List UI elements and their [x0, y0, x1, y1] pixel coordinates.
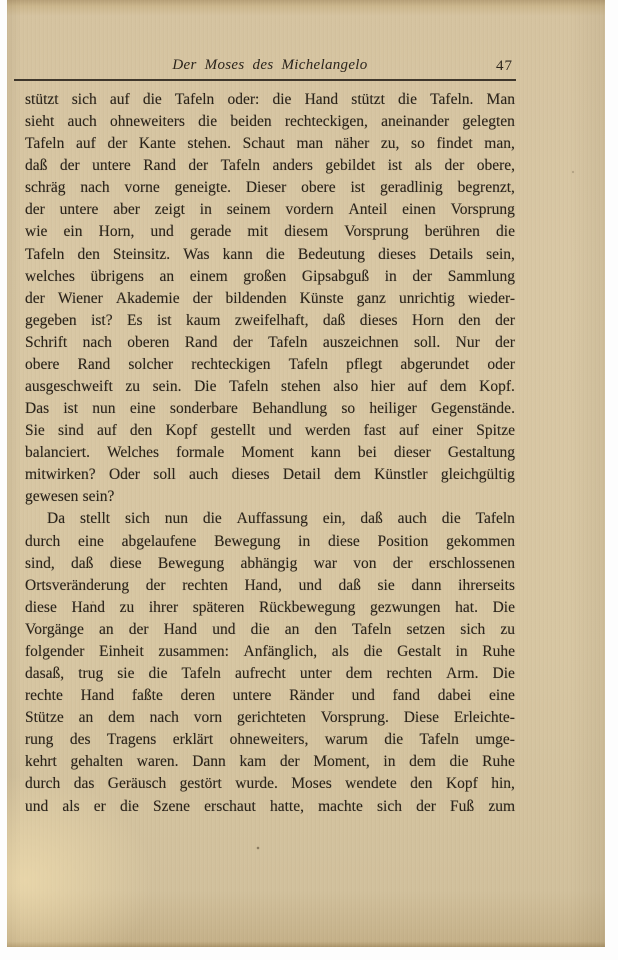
text-line: mitwirken? Oder soll auch dieses Detail dem Künstler gleichgültig: [25, 466, 515, 484]
text-line: Vorgänge an der Hand und die an den Tafeln setzen sich zu: [25, 620, 515, 638]
text-line: balanciert. Welches formale Moment kann bei dieser Gestaltung: [25, 444, 515, 462]
body-text: [25, 91, 515, 820]
text-line: schräg nach vorne geneigte. Dieser obere ist geradlinig begrenzt,: [25, 179, 515, 197]
text-line: Stütze an dem nach vorn gerichteten Vorsprung. Diese Erleichte-: [25, 709, 515, 727]
text-line: der untere aber zeigt in seinem vordern Anteil einen Vorsprung: [25, 201, 515, 219]
text-line: durch eine abgelaufene Bewegung in diese Position gekommen: [25, 532, 515, 550]
text-line: sieht auch ohneweiters die beiden rechteckigen, aneinander gelegten: [25, 113, 515, 131]
text-line: Tafeln den Steinsitz. Was kann die Bedeutung dieses Details sein,: [25, 245, 515, 263]
text-line: gewesen sein?: [25, 488, 115, 506]
text-line: folgender Einheit zusammen: Anfänglich, als die Gestalt in Ruhe: [25, 642, 515, 660]
text-line: Sie sind auf den Kopf gestellt und werden fast auf einer Spitze: [25, 422, 515, 440]
page-number: 47: [496, 58, 513, 74]
text-line: gegeben ist? Es ist kaum zweifelhaft, daß dieses Horn den der: [25, 311, 515, 329]
text-line: daß der untere Rand der Tafeln anders gebildet ist als der obere,: [25, 157, 515, 175]
text-line: Das ist nun eine sonderbare Behandlung so heiliger Gegenstände.: [25, 400, 515, 418]
text-line: rechte Hand faßte deren untere Ränder und fand dabei eine: [25, 687, 515, 705]
text-line: der Wiener Akademie der bildenden Künste ganz unrichtig wieder-: [25, 289, 515, 307]
text-line: Schrift nach oberen Rand der Tafeln auszeichnen soll. Nur der: [25, 333, 515, 351]
header-rule: [14, 79, 516, 81]
text-line: Tafeln auf der Kante stehen. Schaut man näher zu, so findet man,: [25, 135, 515, 153]
running-title: Der Moses des Michelangelo: [172, 57, 368, 73]
text-line: ausgeschweift zu sein. Die Tafeln stehen also hier auf dem Kopf.: [25, 378, 515, 396]
text-line: stützt sich auf die Tafeln oder: die Hand stützt die Tafeln. Man: [25, 91, 515, 108]
text-line: obere Rand solcher rechteckigen Tafeln pflegt abgerundet oder: [25, 355, 515, 373]
text-line: diese Hand zu ihrer späteren Rückbewegung gezwungen hat. Die: [25, 598, 515, 616]
text-line: und als er die Szene erschaut hatte, machte sich der Fuß zum: [25, 797, 515, 815]
text-line: Ortsveränderung der rechten Hand, und daß sie dann ihrerseits: [25, 576, 515, 594]
text-line: durch das Geräusch gestört wurde. Moses wendete den Kopf hin,: [25, 775, 515, 793]
text-line: welches übrigens an einem großen Gipsabguß in der Sammlung: [25, 267, 515, 285]
text-line: sind, daß diese Bewegung abhängig war von der erschlossenen: [25, 554, 515, 572]
book-page: [7, 0, 605, 947]
text-line: Da stellt sich nun die Auffassung ein, daß auch die Tafeln: [47, 510, 515, 528]
text-line: wie ein Horn, und gerade mit diesem Vorsprung berühren die: [25, 223, 515, 241]
text-line: dasaß, trug sie die Tafeln aufrecht unter dem rechten Arm. Die: [25, 665, 515, 683]
page-header: [25, 57, 515, 81]
text-line: rung des Tragens erklärt ohneweiters, warum die Tafeln umge-: [25, 731, 515, 749]
text-line: kehrt gehalten waren. Dann kam der Moment, in dem die Ruhe: [25, 753, 515, 771]
